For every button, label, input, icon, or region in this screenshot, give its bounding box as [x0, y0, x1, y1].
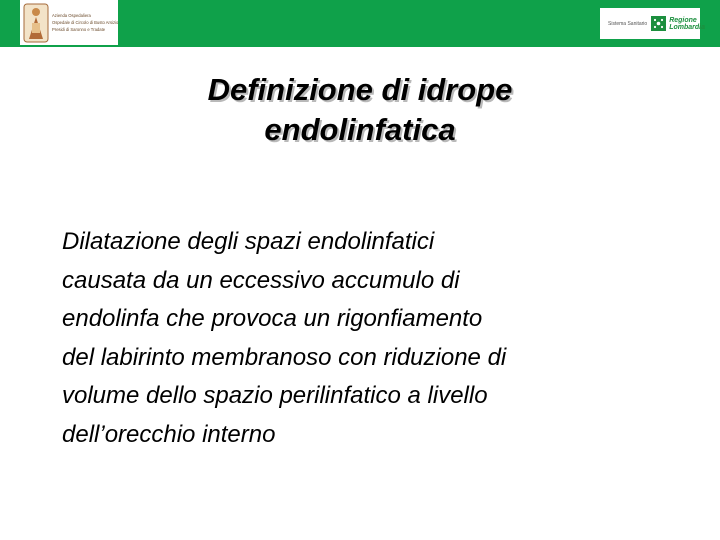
rosa-camuna-icon [651, 16, 666, 31]
slide-title [60, 70, 660, 150]
hospital-logo-line: Ospedale di Circolo di Busto Arsizio [52, 20, 119, 25]
body-line-5: volume dello spazio perilinfatico a livello [62, 382, 488, 410]
body-line-6: dell’orecchio interno [62, 420, 276, 448]
body-line-2: causata da un eccessivo accumulo di [62, 266, 460, 294]
regione-lombardia-logo [600, 8, 705, 39]
hospital-logo-text [52, 13, 118, 32]
body-line-3: endolinfa che provoca un rigonfiamento [62, 305, 483, 333]
slide-body-text [62, 223, 717, 455]
hospital-logo-line: Azienda Ospedaliera [52, 13, 91, 18]
brand-line-regione: Regione [669, 16, 697, 24]
brand-line-lombardia: Lombardia [669, 23, 705, 31]
regione-lombardia-wordmark [669, 17, 705, 31]
hospital-seal-icon [23, 3, 49, 43]
slide-title-line-1: Definizione di idrope [207, 72, 513, 107]
slide-title-line-2: endolinfatica [264, 112, 456, 147]
body-line-1: Dilatazione degli spazi endolinfatici [62, 228, 435, 255]
hospital-logo [20, 0, 118, 45]
sistema-sanitario-label: Sistema Sanitario [608, 20, 648, 27]
hospital-logo-line: Presidi di Saronno e Tradate [52, 27, 106, 32]
header-band [0, 0, 720, 47]
body-line-4: del labirinto membranoso con riduzione di [62, 343, 507, 371]
